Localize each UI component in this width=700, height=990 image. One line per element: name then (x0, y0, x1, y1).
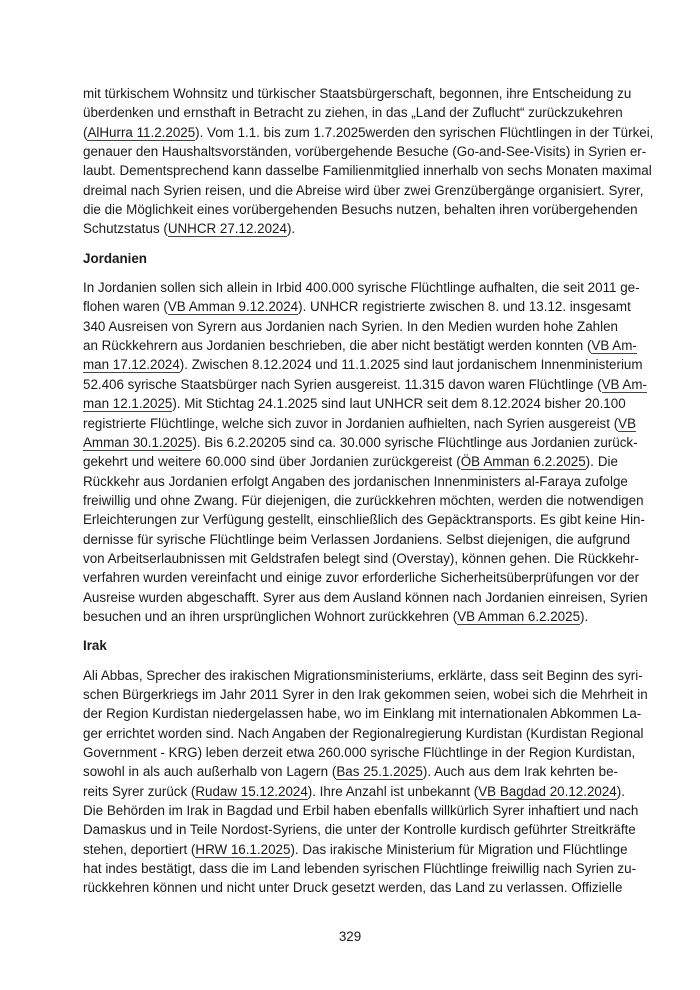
text-line (83, 336, 637, 355)
source-citation-link[interactable]: man 17.12.2024 (83, 357, 180, 373)
source-citation-link[interactable]: VB Amman 6.2.2025 (457, 608, 581, 624)
text-segment: 52.406 syrische Staatsbürger nach Syrien ausgereist. 11.315 davon waren Flüchtlinge ( (83, 376, 602, 392)
text-line (83, 472, 628, 491)
text-line (83, 142, 647, 161)
source-citation-link[interactable]: man 12.1.2025 (83, 396, 173, 412)
text-segment: Damaskus und in Teile Nordost-Syriens, die unter der Kontrolle kurdisch geführter Streitkräfte (83, 822, 636, 838)
text-line (83, 820, 636, 839)
text-line (83, 762, 618, 781)
text-segment: der Region Kurdistan niedergelassen habe, wo im Einklang mit internationalen Abkommen La- (83, 706, 642, 722)
text-line (83, 452, 618, 471)
source-citation-link[interactable]: Bas 25.1.2025 (336, 764, 423, 780)
text-segment: ). Ihre Anzahl ist unbekannt ( (307, 783, 479, 799)
source-citation-link[interactable]: HRW 16.1.2025 (195, 841, 291, 857)
source-citation-link[interactable]: UNHCR 27.12.2024 (167, 221, 287, 237)
text-line (83, 782, 625, 801)
text-line (83, 161, 652, 180)
source-citation-link[interactable]: VB Am- (601, 376, 647, 392)
text-segment: Government - KRG) leben derzeit etwa 260.000 syrische Flüchtlinge in der Region Kurdistan, (83, 745, 636, 760)
paragraph (83, 666, 648, 898)
text-segment: von Arbeitserlaubnissen mit Geldstrafen belegt sind (Overstay), können gehen. Die Rückkehr- (83, 550, 639, 566)
source-citation-link[interactable]: VB (618, 415, 637, 431)
text-segment: 340 Ausreisen von Syrern aus Jordanien nach Syrien. In den Medien wurden hohe Zahlen (83, 318, 618, 334)
source-citation-link[interactable]: VB Amman 9.12.2024 (167, 299, 299, 315)
text-segment: verfahren wurden vereinfacht und einige zuvor erforderliche Sicherheitsüberprüfungen vor der (83, 570, 640, 586)
text-line (83, 355, 643, 374)
text-segment: ). (616, 783, 625, 799)
text-line (83, 375, 647, 394)
text-line (83, 414, 637, 433)
text-segment: laubt. Dementsprechend kann dasselbe Familienmitglied innerhalb von sechs Monaten maximal (83, 163, 652, 179)
document-body (83, 84, 654, 898)
text-segment: genauer den Haushaltsvorständen, vorübergehende Besuche (Go-and-See-Visits) in Syrien er- (83, 144, 647, 160)
text-segment: Ali Abbas, Sprecher des irakischen Migrationsministeriums, erklärte, dass seit Beginn des syri- (83, 667, 643, 683)
section-heading: Irak (83, 638, 107, 654)
text-segment: rückkehren können und nicht unter Druck gesetzt werden, das Land zu verlassen. Offizielle (83, 880, 623, 896)
text-segment: Rückkehr aus Jordanien erfolgt Angaben des jordanischen Innenministers al-Faraya zufolge (83, 473, 628, 489)
text-segment: Die Behörden im Irak in Bagdad und Erbil haben ebenfalls willkürlich Syrer inhaftiert und nach (83, 803, 639, 819)
text-segment: dernisse für syrische Flüchtlinge beim Verlassen Jordaniens. Selbst diejenigen, die aufgrund (83, 531, 631, 547)
text-segment: besuchen und an ihren ursprünglichen Wohnort zurückkehren ( (83, 608, 458, 624)
text-line (83, 549, 639, 568)
text-segment: ). Bis 6.2.20205 sind ca. 30.000 syrische Flüchtlinge aus Jordanien zurück- (192, 434, 638, 450)
text-segment: mit türkischem Wohnsitz und türkischer Staatsbürgerschaft, begonnen, ihre Entscheidung zu (83, 86, 632, 101)
text-segment: ger errichtet worden sind. Nach Angaben der Regionalregierung Kurdistan (Kurdistan Regional (83, 725, 644, 741)
source-citation-link[interactable]: Amman 30.1.2025 (83, 434, 193, 450)
source-citation-link[interactable]: VB Am- (591, 338, 637, 354)
text-line (83, 588, 648, 607)
section-heading: Jordanien (83, 250, 147, 266)
text-segment: Ausreise wurden abgeschafft. Syrer aus dem Ausland können nach Jordanien einreisen, Syrien (83, 589, 648, 605)
text-segment: ). Auch aus dem Irak kehrten be- (422, 764, 619, 780)
text-segment: Erleichterungen zur Verfügung gestellt, einschließlich des Gepäcktransports. Es gibt keine Hin- (83, 512, 645, 528)
text-segment: reits Syrer zurück ( (83, 783, 196, 799)
source-citation-link[interactable]: VB Bagdad 20.12.2024 (478, 783, 617, 799)
text-segment: registrierte Flüchtlinge, welche sich zuvor in Jordanien aufhielten, nach Syrien ausgereist ( (83, 415, 619, 431)
text-line (83, 840, 628, 859)
text-line (83, 685, 648, 704)
text-line (83, 317, 618, 336)
text-line (83, 491, 644, 510)
text-line (83, 433, 638, 452)
source-citation-link[interactable]: AlHurra 11.2.2025 (87, 124, 196, 140)
text-segment: dreimal nach Syrien reisen, und die Abreise wird über zwei Grenzübergänge organisiert. Syrer, (83, 182, 644, 198)
text-line (83, 278, 640, 297)
text-line (83, 84, 632, 103)
text-line (83, 103, 623, 122)
text-line (83, 297, 631, 316)
text-line (83, 743, 636, 762)
text-line (83, 878, 623, 897)
page-number: 329 (338, 929, 362, 944)
source-citation-link[interactable]: ÖB Amman 6.2.2025 (460, 454, 586, 470)
text-segment: ). Die (585, 454, 618, 470)
text-segment: stehen, deportiert ( (83, 841, 196, 857)
text-segment: ). UNHCR registrierte zwischen 8. und 13.12. insgesamt (298, 299, 631, 315)
text-line (83, 394, 626, 413)
text-line (83, 704, 642, 723)
text-line (83, 859, 637, 878)
text-segment: ). Das irakische Ministerium für Migration und Flüchtlinge (290, 841, 628, 857)
text-segment: In Jordanien sollen sich allein in Irbid 400.000 syrische Flüchtlinge aufhalten, die seit 2011 ge- (83, 280, 640, 296)
text-segment: ). (286, 221, 296, 237)
paragraph (83, 84, 654, 239)
text-segment: überdenken und ernsthaft in Betracht zu ziehen, in das „Land der Zuflucht“ zurückzukehren (83, 105, 623, 121)
source-citation-link[interactable]: Rudaw 15.12.2024 (195, 783, 308, 799)
text-segment: ). (580, 608, 589, 624)
text-line (83, 181, 644, 200)
text-line (83, 568, 640, 587)
text-segment: hat indes bestätigt, dass die im Land lebenden syrischen Flüchtlinge freiwillig nach Syrien zu- (83, 861, 637, 877)
text-segment: schen Bürgerkriegs im Jahr 2011 Syrer in den Irak gekommen seien, wobei sich die Mehrheit in (83, 686, 648, 702)
text-line (83, 666, 643, 685)
text-segment: ). Vom 1.1. bis zum 1.7.2025werden den syrischen Flüchtlingen in der Türkei, (195, 124, 654, 140)
paragraph (83, 278, 648, 626)
text-line (83, 123, 654, 142)
text-segment: ( (83, 124, 88, 140)
text-segment: freiwillig und ohne Zwang. Für diejenigen, die zurückkehren möchten, werden die notwendigen (83, 492, 644, 508)
text-line (83, 724, 644, 743)
text-segment: sowohl in als auch außerhalb von Lagern ( (83, 764, 337, 780)
text-segment: an Rückkehrern aus Jordanien beschrieben, die aber nicht bestätigt werden konnten ( (83, 338, 592, 354)
text-line (83, 510, 645, 529)
text-line (83, 801, 639, 820)
text-segment: ). Zwischen 8.12.2024 und 11.1.2025 sind laut jordanischem Innenministerium (179, 357, 643, 373)
text-line (83, 200, 638, 219)
text-segment: die die Möglichkeit eines vorübergehenden Besuchs nutzen, behalten ihren vorübergehenden (83, 202, 638, 218)
text-segment: Schutzstatus ( (83, 221, 168, 237)
text-segment: ). Mit Stichtag 24.1.2025 sind laut UNHCR seit dem 8.12.2024 bisher 20.100 (172, 396, 626, 412)
text-segment: flohen waren ( (83, 299, 168, 315)
text-segment: gekehrt und weitere 60.000 sind über Jordanien zurückgereist ( (83, 454, 461, 470)
text-line (83, 219, 618, 238)
text-line (83, 530, 631, 549)
text-line (83, 607, 618, 626)
